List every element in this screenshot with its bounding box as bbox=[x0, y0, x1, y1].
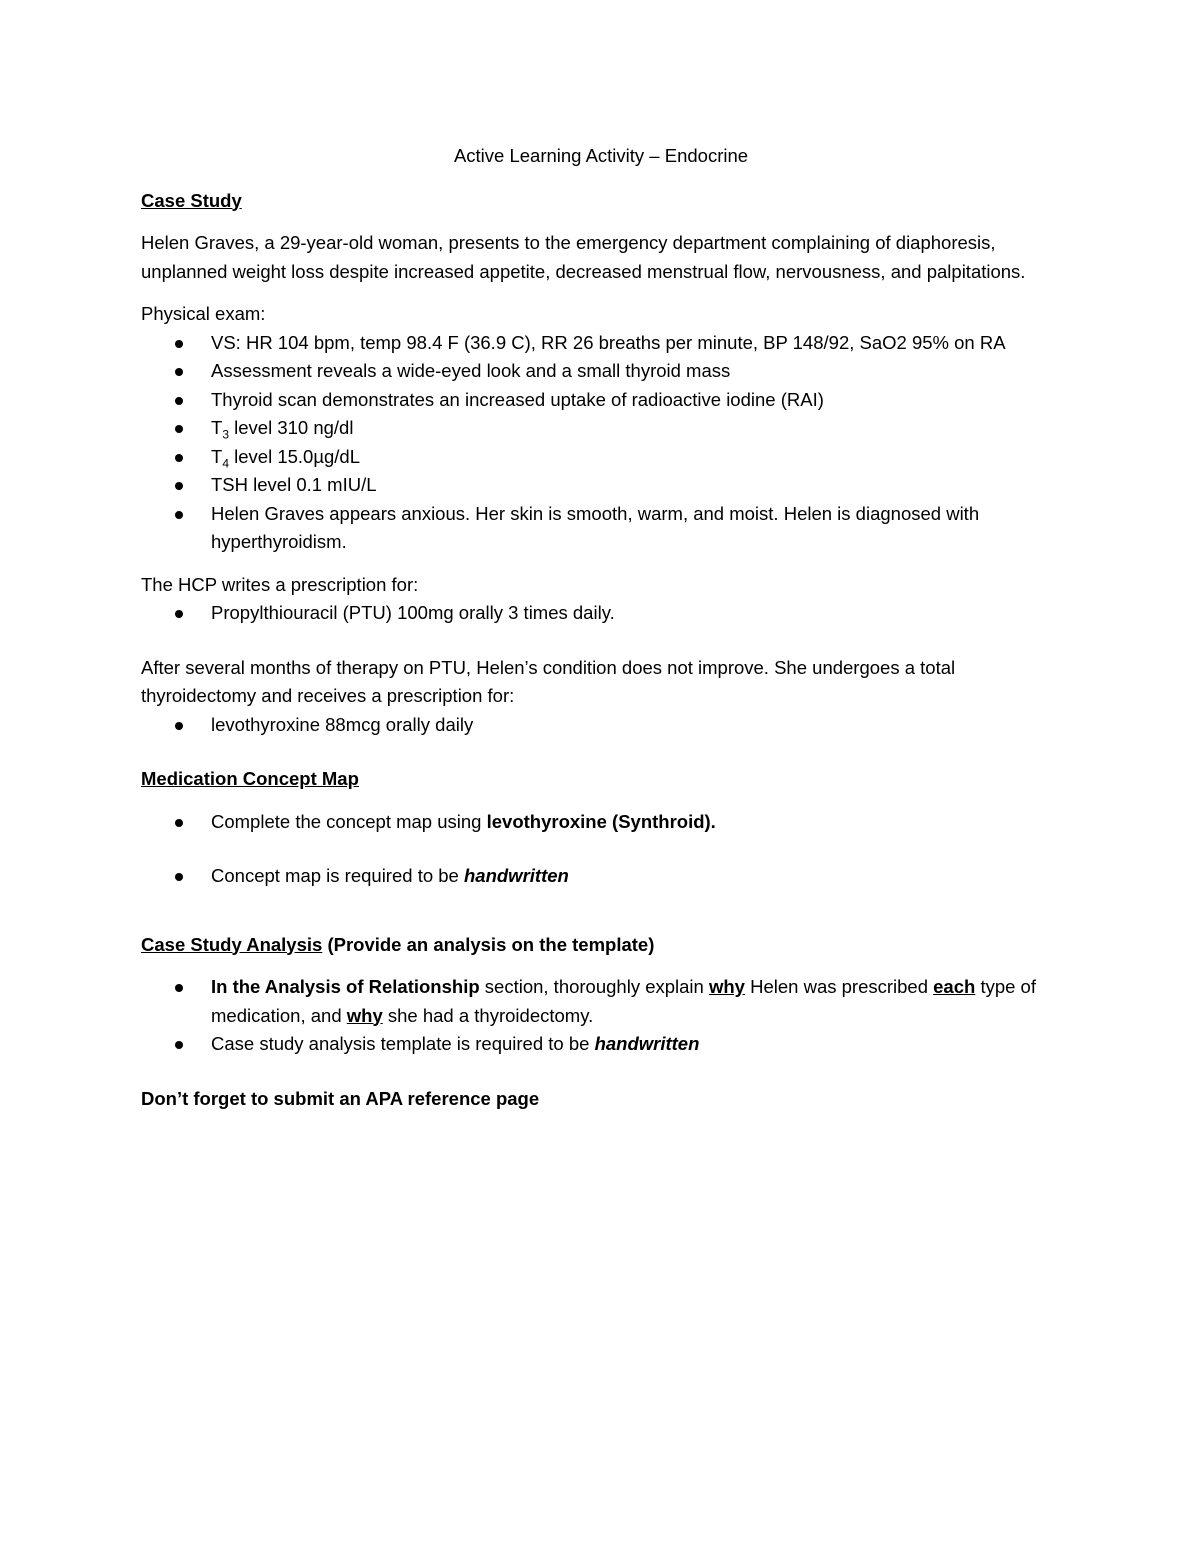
analysis-heading-line bbox=[141, 931, 1061, 960]
concept-map-requirement: Concept map is required to be bbox=[211, 865, 464, 886]
analysis-list bbox=[141, 973, 1061, 1059]
bullet-icon bbox=[175, 1041, 183, 1049]
analysis-section-name: In the Analysis of Relationship bbox=[211, 976, 480, 997]
t4-subscript: 4 bbox=[222, 456, 229, 471]
analysis-text: she had a thyroidectomy. bbox=[382, 1004, 594, 1026]
appearance-text: Helen Graves appears anxious. Her skin is smooth, warm, and moist. Helen is diagnosed with hyperthyroidism. bbox=[211, 502, 980, 552]
list-item bbox=[141, 500, 1061, 557]
t4-letter: T bbox=[211, 445, 223, 467]
t4-level-text: level 15.0µg/dL bbox=[229, 445, 360, 467]
list-item bbox=[141, 973, 1061, 1030]
bullet-icon bbox=[175, 511, 183, 519]
bullet-icon bbox=[175, 873, 183, 881]
page-title: Active Learning Activity – Endocrine bbox=[453, 145, 749, 166]
list-item bbox=[141, 443, 1061, 472]
bullet-icon bbox=[175, 368, 183, 376]
emphasis-each: each bbox=[933, 976, 976, 997]
bullet-icon bbox=[175, 984, 183, 992]
list-item bbox=[141, 599, 1061, 628]
t3-subscript: 3 bbox=[222, 427, 229, 442]
tsh-level-text: TSH level 0.1 mIU/L bbox=[211, 474, 377, 495]
analysis-text: type of medication, and bbox=[211, 976, 1036, 1026]
bullet-icon bbox=[175, 610, 183, 618]
levothyroxine-prescription-text: levothyroxine 88mcg orally daily bbox=[211, 713, 474, 735]
list-item bbox=[141, 1030, 1061, 1059]
bullet-icon bbox=[175, 340, 183, 348]
assessment-text: Assessment reveals a wide-eyed look and a small thyroid mass bbox=[211, 360, 731, 381]
concept-map-heading: Medication Concept Map bbox=[141, 768, 359, 789]
medication-name: levothyroxine (Synthroid). bbox=[486, 810, 716, 832]
concept-map-instruction: Complete the concept map using bbox=[211, 810, 487, 832]
t3-level-text: level 310 ng/dl bbox=[229, 417, 354, 438]
list-item bbox=[141, 329, 1061, 358]
t3-letter: T bbox=[211, 417, 223, 438]
case-intro-paragraph: Helen Graves, a 29-year-old woman, presents to the emergency department complaining of diaphoresis, unplanned weight loss despite increased appetite, decreased menstrual flow, nervousness, and palpitations. bbox=[141, 232, 1026, 282]
list-item bbox=[141, 862, 1061, 891]
analysis-text: section, thoroughly explain bbox=[479, 976, 709, 997]
analysis-text: Helen was prescribed bbox=[744, 976, 934, 997]
physical-exam-list bbox=[141, 329, 1061, 557]
list-item bbox=[141, 386, 1061, 415]
prescription-text: Propylthiouracil (PTU) 100mg orally 3 times daily. bbox=[211, 602, 615, 623]
emphasis-why: why bbox=[346, 1004, 383, 1026]
bullet-icon bbox=[175, 482, 183, 490]
concept-map-list bbox=[141, 808, 1061, 891]
list-item bbox=[141, 414, 1061, 443]
list-item bbox=[141, 808, 1061, 837]
analysis-heading-note: (Provide an analysis on the template) bbox=[322, 933, 655, 955]
prescription-list bbox=[141, 599, 1061, 628]
bullet-icon bbox=[175, 397, 183, 405]
document-body bbox=[141, 142, 1061, 1113]
vital-signs-text: VS: HR 104 bpm, temp 98.4 F (36.9 C), RR 26 breaths per minute, BP 148/92, SaO2 95% on RA bbox=[211, 331, 1006, 353]
analysis-requirement: Case study analysis template is required to be bbox=[211, 1033, 595, 1054]
analysis-heading: Case Study Analysis bbox=[141, 933, 323, 955]
bullet-icon bbox=[175, 425, 183, 433]
prescription-label: The HCP writes a prescription for: bbox=[141, 573, 419, 595]
bullet-icon bbox=[175, 819, 183, 827]
bullet-icon bbox=[175, 454, 183, 462]
list-item bbox=[141, 471, 1061, 500]
list-item bbox=[141, 357, 1061, 386]
apa-reference-note: Don’t forget to submit an APA reference page bbox=[141, 1087, 540, 1109]
handwritten-emphasis: handwritten bbox=[594, 1033, 700, 1054]
followup-paragraph: After several months of therapy on PTU, Helen’s condition does not improve. She undergoes a total thyroidectomy and receives a prescription for: bbox=[141, 656, 956, 706]
thyroid-scan-text: Thyroid scan demonstrates an increased uptake of radioactive iodine (RAI) bbox=[211, 388, 824, 410]
followup-prescription-list bbox=[141, 711, 1061, 740]
case-study-heading: Case Study bbox=[141, 189, 242, 211]
physical-exam-label: Physical exam: bbox=[141, 303, 266, 324]
bullet-icon bbox=[175, 722, 183, 730]
handwritten-emphasis: handwritten bbox=[463, 865, 569, 886]
emphasis-why: why bbox=[708, 976, 745, 997]
list-item bbox=[141, 711, 1061, 740]
